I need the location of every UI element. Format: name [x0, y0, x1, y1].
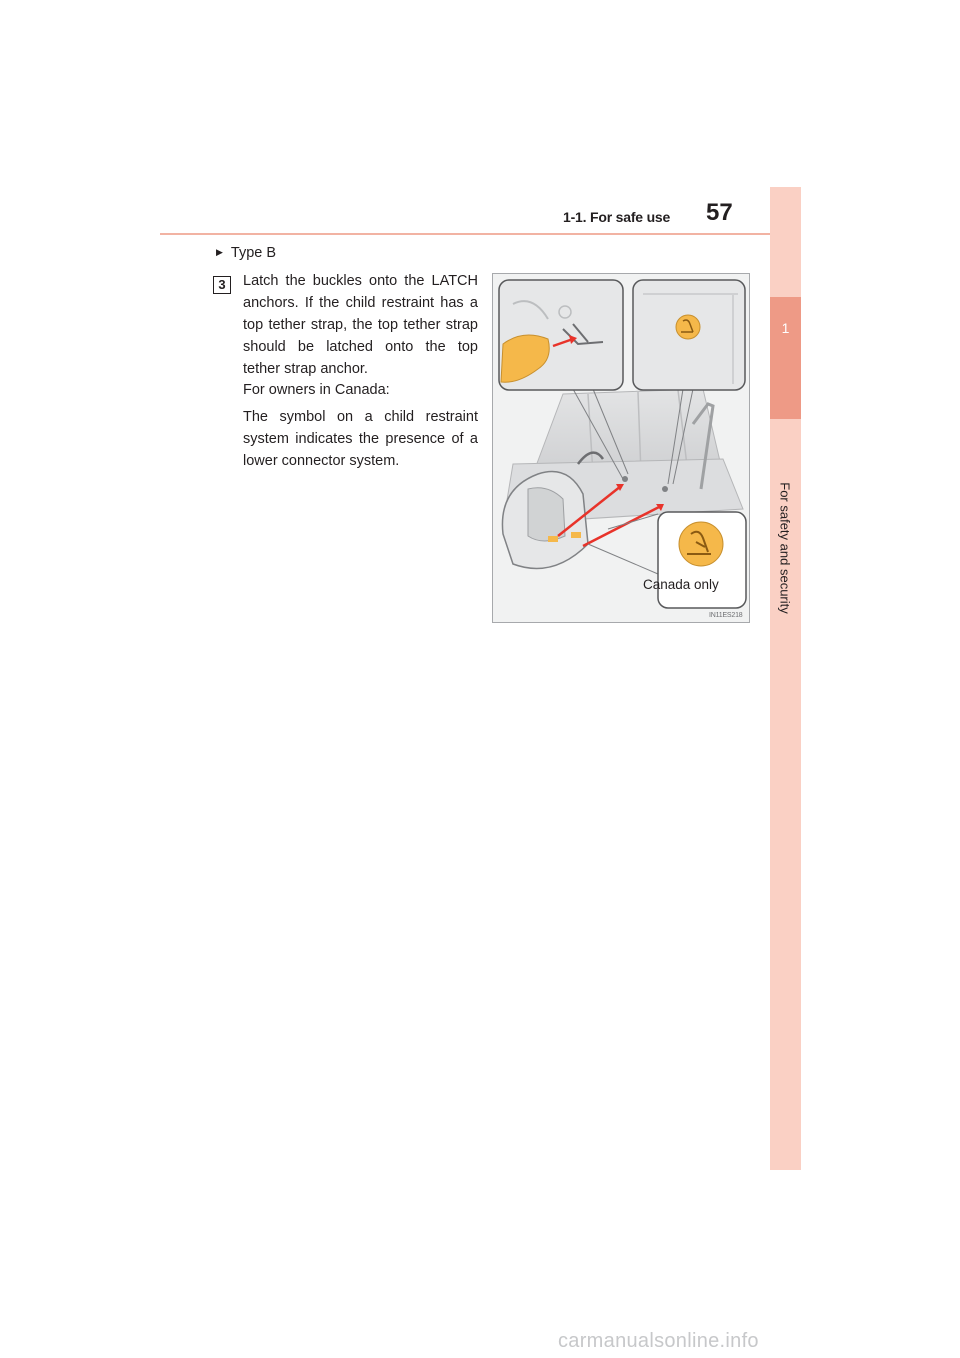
type-label-text: Type B — [230, 245, 277, 261]
figure-code: IN11ES218 — [709, 612, 743, 619]
chapter-number-block — [770, 297, 801, 419]
step-number-badge: 3 — [213, 276, 231, 294]
latch-connector-left — [548, 536, 558, 542]
chapter-number: 1 — [781, 320, 790, 336]
callout-line-3 — [588, 514, 658, 574]
latch-illustration — [492, 273, 750, 623]
latch-illustration-drawing — [493, 274, 750, 623]
latch-connector-right — [571, 532, 581, 538]
triangle-bullet-icon: ▶ — [216, 247, 223, 257]
canada-heading: For owners in Canada: — [243, 382, 390, 398]
canada-paragraph: The symbol on a child restraint system indicates the presence of a lower connector system. — [243, 409, 478, 469]
instruction-paragraph: Latch the buckles onto the LATCH anchors. If the child restraint has a top tether strap, the top tether strap should be latched onto the top tether strap anchor. — [243, 273, 478, 377]
section-title: 1-1. For safe use — [563, 209, 671, 225]
watermark: carmanualsonline.info — [558, 1330, 759, 1352]
header-rule — [160, 233, 800, 235]
canada-only-label: Canada only — [643, 577, 719, 592]
lower-connector-symbol-icon — [676, 315, 700, 339]
child-seat-harness — [528, 488, 565, 541]
type-label — [216, 245, 276, 261]
page-number: 57 — [706, 199, 733, 226]
latch-anchor-right — [662, 486, 668, 492]
chapter-title: For safety and security — [777, 482, 793, 614]
